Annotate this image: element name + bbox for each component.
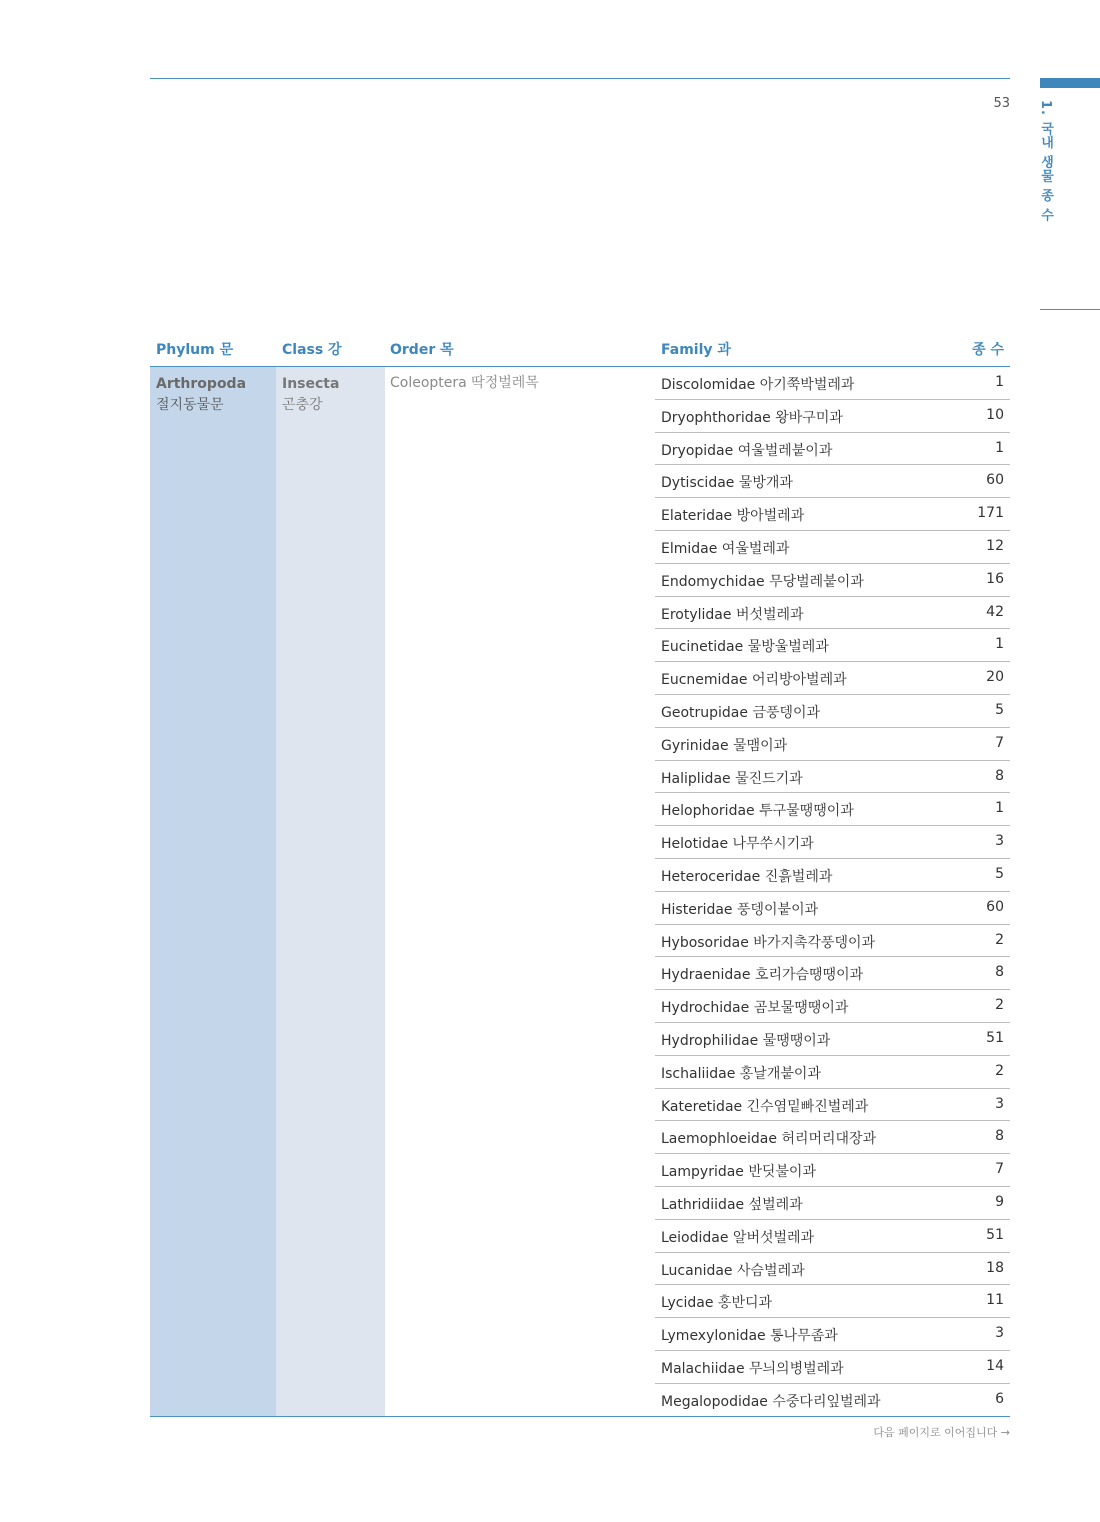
header-family: Family 과: [661, 342, 731, 358]
family-name: Dryophthoridae 왕바구미과: [661, 409, 843, 426]
family-name: Hydraenidae 호리가슴땡땡이과: [661, 967, 864, 984]
table-row: [655, 1285, 1010, 1318]
table-row: [655, 892, 1010, 925]
family-name: Discolomidae 아기쭉박벌레과: [661, 377, 855, 393]
species-count: 51: [986, 1226, 1004, 1243]
family-name: Leiodidae 알버섯벌레과: [661, 1229, 815, 1246]
family-name: Histeridae 풍뎅이붙이과: [661, 901, 819, 918]
side-tab-bar: [1040, 78, 1100, 88]
table-row: [655, 826, 1010, 859]
species-count: 2: [995, 1062, 1004, 1079]
family-name: Gyrinidae 물맴이과: [661, 737, 788, 754]
class-name-en: Insecta: [282, 376, 340, 392]
species-count: 10: [986, 406, 1004, 423]
table-row: [655, 1220, 1010, 1253]
table-row: [655, 531, 1010, 564]
species-count: 3: [995, 1325, 1004, 1342]
class-name-kr: 곤충강: [282, 397, 323, 413]
table-row: [655, 367, 1010, 400]
table-row: [655, 597, 1010, 630]
species-count: 2: [995, 931, 1004, 948]
table-row: [655, 728, 1010, 761]
family-name: Helophoridae 투구물땡땡이과: [661, 803, 854, 820]
species-count: 7: [995, 1161, 1004, 1178]
species-count: 20: [986, 669, 1004, 686]
species-count: 8: [995, 767, 1004, 784]
species-count: 6: [995, 1390, 1004, 1407]
table-row: [655, 1056, 1010, 1089]
table-row: [655, 1089, 1010, 1122]
table-row: [655, 662, 1010, 695]
family-name: Geotrupidae 금풍뎅이과: [661, 704, 821, 721]
family-name: Lathridiidae 섶벌레과: [661, 1196, 803, 1213]
family-name: Heteroceridae 진흙벌레과: [661, 868, 833, 885]
table-row: [655, 1318, 1010, 1351]
family-name: Hydrochidae 곰보물땡땡이과: [661, 1000, 849, 1017]
species-count: 16: [986, 570, 1004, 587]
table-row: [655, 859, 1010, 892]
table-row: [655, 1253, 1010, 1286]
table-row: [655, 925, 1010, 958]
table-row: [655, 629, 1010, 662]
header-count: 종 수: [972, 342, 1004, 358]
table-header: [150, 333, 1010, 366]
family-name: Lampyridae 반딧불이과: [661, 1164, 816, 1181]
top-rule: [150, 78, 1010, 79]
table-row: [655, 1121, 1010, 1154]
continue-note: 다음 페이지로 이어집니다 →: [873, 1426, 1010, 1439]
table-row: [655, 761, 1010, 794]
table-row: [655, 1023, 1010, 1056]
family-table: [655, 367, 1010, 1417]
species-count: 3: [995, 833, 1004, 850]
class-column-bg: [276, 367, 385, 1416]
side-rule: [1040, 309, 1100, 310]
species-count: 8: [995, 964, 1004, 981]
family-name: Kateretidae 긴수염밑빠진벌레과: [661, 1098, 869, 1115]
family-name: Dytiscidae 물방개과: [661, 475, 793, 492]
family-name: Lymexylonidae 통나무좀과: [661, 1328, 838, 1345]
page-number: 53: [993, 96, 1010, 111]
family-name: Lycidae 홍반디과: [661, 1295, 773, 1312]
species-count: 11: [986, 1292, 1004, 1309]
table-row: [655, 1187, 1010, 1220]
family-name: Eucnemidae 어리방아벌레과: [661, 672, 847, 689]
species-count: 5: [995, 701, 1004, 718]
family-name: Lucanidae 사슴벌레과: [661, 1262, 805, 1279]
species-count: 2: [995, 997, 1004, 1014]
species-count: 60: [986, 898, 1004, 915]
species-count: 5: [995, 865, 1004, 882]
species-count: 7: [995, 734, 1004, 751]
species-count: 1: [995, 439, 1004, 456]
species-count: 14: [986, 1357, 1004, 1374]
table-row: [655, 1351, 1010, 1384]
species-count: 171: [977, 505, 1004, 522]
table-row: [655, 498, 1010, 531]
family-name: Elmidae 여울벌레과: [661, 540, 790, 557]
species-count: 12: [986, 537, 1004, 554]
species-count: 1: [995, 374, 1004, 390]
family-name: Elateridae 방아벌레과: [661, 508, 805, 525]
family-name: Helotidae 나무쑤시기과: [661, 836, 814, 853]
family-name: Malachiidae 무늬의병벌레과: [661, 1360, 844, 1377]
family-name: Erotylidae 버섯벌레과: [661, 606, 804, 623]
family-name: Eucinetidae 물방울벌레과: [661, 639, 829, 656]
species-count: 51: [986, 1029, 1004, 1046]
family-name: Dryopidae 여울벌레붙이과: [661, 442, 833, 459]
side-tab-label: 1. 국내 생물 종 수: [1038, 100, 1053, 223]
species-count: 60: [986, 472, 1004, 489]
family-name: Endomychidae 무당벌레붙이과: [661, 573, 864, 590]
phylum-name-en: Arthropoda: [156, 376, 247, 392]
species-count: 3: [995, 1095, 1004, 1112]
family-name: Ischaliidae 홍날개붙이과: [661, 1065, 821, 1082]
header-class: Class 강: [282, 342, 342, 358]
table-row: [655, 793, 1010, 826]
phylum-cell: [156, 374, 246, 416]
phylum-name-kr: 절지동물문: [156, 397, 224, 413]
bottom-rule: [150, 1416, 1010, 1417]
table-row: [655, 465, 1010, 498]
family-name: Hydrophilidae 물땡땡이과: [661, 1032, 831, 1049]
table-row: [655, 433, 1010, 466]
table-row: [655, 400, 1010, 433]
table-row: [655, 695, 1010, 728]
table-row: [655, 564, 1010, 597]
species-count: 1: [995, 636, 1004, 653]
family-name: Laemophloeidae 허리머리대장과: [661, 1131, 877, 1148]
order-cell: Coleoptera 딱정벌레목: [390, 375, 539, 391]
family-name: Hybosoridae 바가지촉각풍뎅이과: [661, 934, 876, 951]
table-row: [655, 1154, 1010, 1187]
species-count: 18: [986, 1259, 1004, 1276]
species-count: 42: [986, 603, 1004, 620]
header-order: Order 목: [390, 342, 454, 358]
header-phylum: Phylum 문: [156, 342, 234, 358]
species-count: 1: [995, 800, 1004, 817]
species-count: 8: [995, 1128, 1004, 1145]
table-row: [655, 990, 1010, 1023]
species-count: 9: [995, 1193, 1004, 1210]
class-cell: [282, 374, 339, 416]
family-name: Haliplidae 물진드기과: [661, 770, 803, 787]
family-name: Megalopodidae 수중다리잎벌레과: [661, 1393, 881, 1410]
table-row: [655, 957, 1010, 990]
table-row: [655, 1384, 1010, 1417]
phylum-column-bg: [150, 367, 276, 1416]
